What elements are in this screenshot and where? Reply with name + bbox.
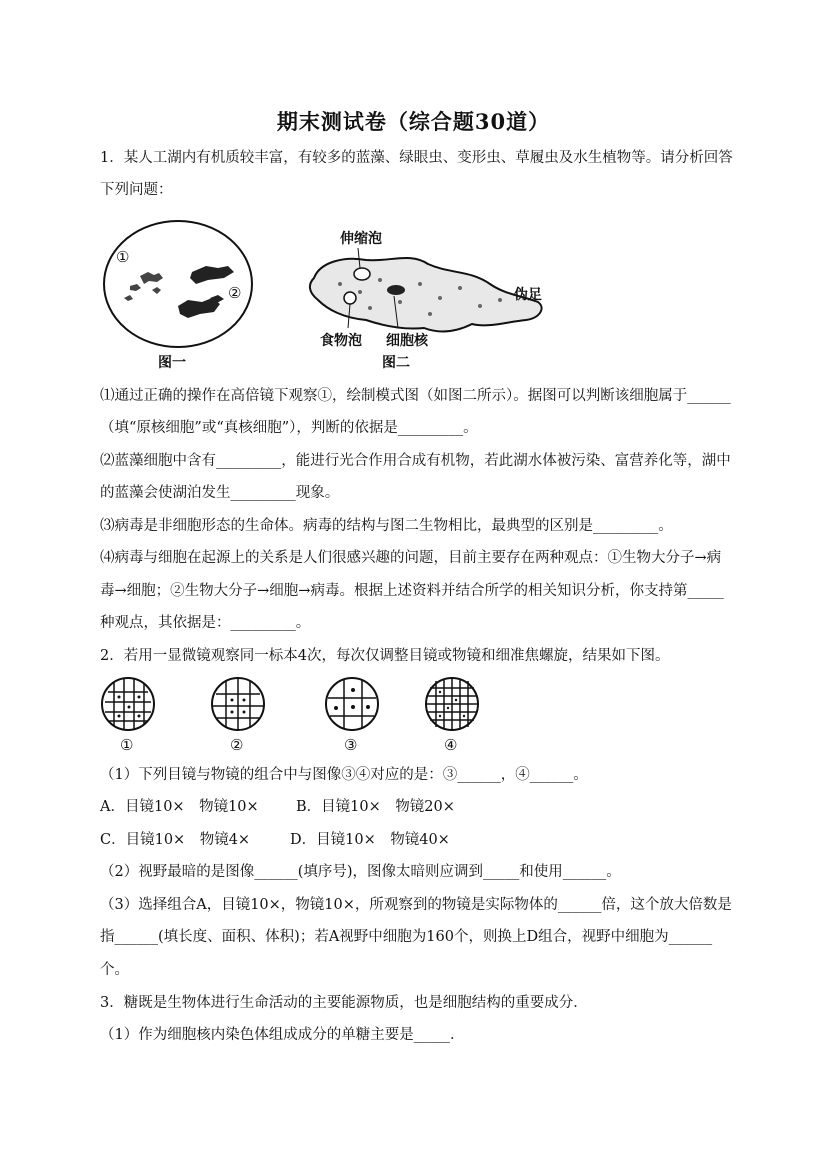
q2-sub3-line-2: 指______(填长度、面积、体积)；若A视野中细胞为160个，则换上D组合，视野中细胞为______ bbox=[100, 929, 713, 945]
q1-part4-line-3: 种观点，其依据是：_________。 bbox=[100, 615, 311, 631]
q1-part4-line-2: 毒→细胞；②生物大分子→细胞→病毒。根据上述资料并结合所学的相关知识分析，你支持第_____ bbox=[100, 583, 724, 599]
q2-option-c: C．目镜10× 物镜4× bbox=[100, 832, 251, 848]
figure-one-label-1: ① bbox=[116, 248, 130, 266]
figure-one-label-2: ② bbox=[228, 284, 242, 302]
q2-sub2: （2）视野最暗的是图像______(填序号)，图像太暗则应调到_____和使用______。 bbox=[100, 864, 621, 880]
q2-sub1: （1）下列目镜与物镜的组合中与图像③④对应的是：③______，④______。 bbox=[100, 767, 588, 783]
q1-stem-line-2: 下列问题： bbox=[100, 182, 173, 198]
q2-sub3-line-1: （3）选择组合A，目镜10×，物镜10×，所观察到的物镜是实际物体的______倍，这个放大倍数是 bbox=[100, 897, 732, 913]
microscope-field-3 bbox=[326, 678, 378, 730]
q2-microscope-fields bbox=[100, 676, 500, 736]
figure-two-label-pseudopod: 伪足 bbox=[514, 287, 542, 303]
q1-stem-line-1: 1．某人工湖内有机质较丰富，有较多的蓝藻、绿眼虫、变形虫、草履虫及水生植物等。请分析回答 bbox=[100, 150, 733, 166]
microscope-label-1: ① bbox=[120, 736, 134, 754]
microscope-label-4: ④ bbox=[444, 736, 458, 754]
q2-option-a: A．目镜10× 物镜10× bbox=[100, 799, 259, 815]
q1-part3: ⑶病毒是非细胞形态的生命体。病毒的结构与图二生物相比，最典型的区别是_________。 bbox=[100, 518, 673, 534]
figure-one bbox=[100, 220, 260, 370]
microscope-label-2: ② bbox=[230, 736, 244, 754]
microscope-field-4 bbox=[426, 678, 478, 730]
q2-option-d: D．目镜10× 物镜40× bbox=[290, 832, 450, 848]
figure-two-label-contractile-vacuole: 伸缩泡 bbox=[340, 231, 382, 247]
q1-part2-line-2: 的蓝藻会使湖泊发生_________现象。 bbox=[100, 485, 340, 501]
q2-microscope-images bbox=[100, 676, 500, 756]
figure-two bbox=[300, 222, 560, 372]
q3-sub1: （1）作为细胞核内染色体组成成分的单糖主要是_____． bbox=[100, 1027, 465, 1043]
figure-two-caption: 图二 bbox=[382, 355, 410, 371]
microscope-field-2 bbox=[212, 678, 264, 730]
q1-part1-line-2: （填“原核细胞”或“真核细胞”），判断的依据是_________。 bbox=[100, 420, 478, 436]
microscope-field-1 bbox=[102, 678, 154, 730]
microscope-label-3: ③ bbox=[344, 736, 358, 754]
page-title: 期末测试卷（综合题30道） bbox=[276, 109, 551, 134]
figure-two-label-nucleus: 细胞核 bbox=[386, 333, 428, 349]
figure-one-caption: 图一 bbox=[158, 355, 186, 371]
q2-stem: 2．若用一显微镜观察同一标本4次，每次仅调整目镜或物镜和细准焦螺旋，结果如下图。 bbox=[100, 648, 670, 664]
q2-sub3-line-3: 个。 bbox=[100, 962, 129, 978]
q1-part2-line-1: ⑵蓝藻细胞中含有_________，能进行光合作用合成有机物，若此湖水体被污染、富营养化等，湖中 bbox=[100, 453, 731, 469]
figure-two-label-food-vacuole: 食物泡 bbox=[320, 333, 362, 349]
q1-part4-line-1: ⑷病毒与细胞在起源上的关系是人们很感兴趣的问题，目前主要存在两种观点：①生物大分子→病 bbox=[100, 550, 722, 566]
q2-option-b: B．目镜10× 物镜20× bbox=[296, 799, 455, 815]
q3-stem: 3．糖既是生物体进行生命活动的主要能源物质，也是细胞结构的重要成分． bbox=[100, 995, 588, 1011]
q1-part1-line-1: ⑴通过正确的操作在高倍镜下观察①，绘制模式图（如图二所示）。据图可以判断该细胞属于______ bbox=[100, 388, 731, 404]
